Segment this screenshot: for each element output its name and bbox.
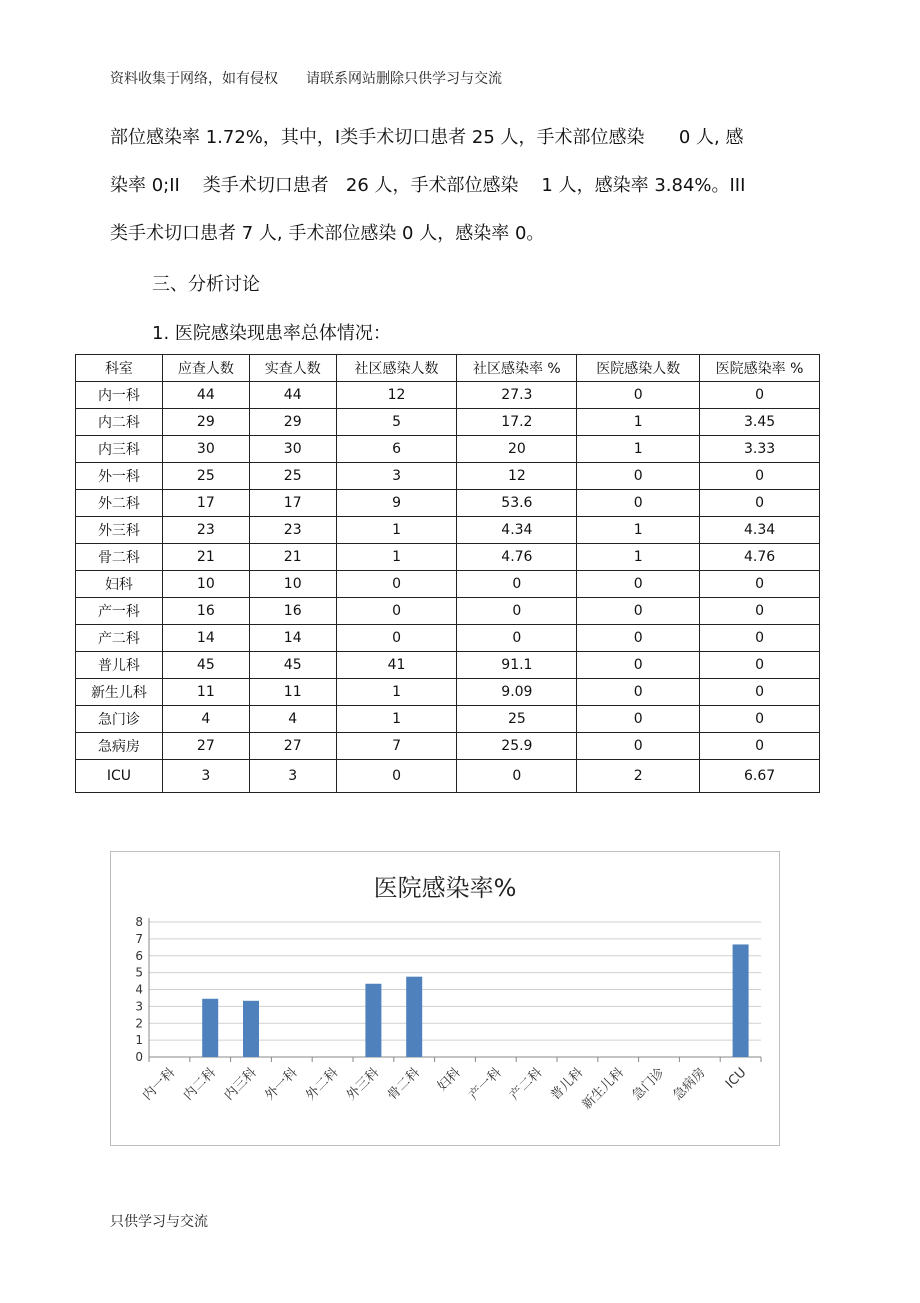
table-cell: 20 xyxy=(457,436,577,463)
y-tick-label: 0 xyxy=(135,1050,143,1064)
x-tick-label: 内三科 xyxy=(221,1065,260,1104)
table-cell: 10 xyxy=(162,571,249,598)
table-cell: 0 xyxy=(457,760,577,793)
x-tick-label: 内一科 xyxy=(140,1065,179,1104)
table-cell: 0 xyxy=(700,625,820,652)
table-row xyxy=(76,652,820,679)
table-cell: 25 xyxy=(162,463,249,490)
table-cell: 1 xyxy=(336,679,457,706)
bar xyxy=(202,999,218,1057)
table-cell: 0 xyxy=(577,625,700,652)
department-cell: 外二科 xyxy=(76,490,163,517)
table-cell: 45 xyxy=(249,652,336,679)
department-cell: 普儿科 xyxy=(76,652,163,679)
table-cell: 0 xyxy=(336,625,457,652)
department-cell: 内三科 xyxy=(76,436,163,463)
table-cell: 3 xyxy=(336,463,457,490)
y-tick-label: 4 xyxy=(135,982,143,997)
table-row xyxy=(76,706,820,733)
paragraph-line-1: 部位感染率 1.72%，其中，Ⅰ类手术切口患者 25 人，手术部位感染 0 人, 感 xyxy=(110,127,744,148)
table-cell: 91.1 xyxy=(457,652,577,679)
department-cell: 内一科 xyxy=(76,382,163,409)
table-cell: 30 xyxy=(249,436,336,463)
table-cell: 4.34 xyxy=(700,517,820,544)
bar-chart xyxy=(110,851,780,1146)
table-cell: 27 xyxy=(249,733,336,760)
table-cell: 1 xyxy=(577,409,700,436)
y-tick-label: 7 xyxy=(135,931,143,946)
table-header-cell: 科室 xyxy=(76,355,163,382)
table-cell: 17 xyxy=(249,490,336,517)
table-cell: 44 xyxy=(249,382,336,409)
x-tick-label: 急门诊 xyxy=(629,1065,668,1104)
y-tick-label: 6 xyxy=(135,948,143,963)
table-cell: 25 xyxy=(249,463,336,490)
table-cell: 0 xyxy=(700,679,820,706)
table-cell: 0 xyxy=(577,571,700,598)
table-cell: 1 xyxy=(577,544,700,571)
y-tick-label: 8 xyxy=(135,915,143,929)
table-cell: 4.34 xyxy=(457,517,577,544)
table-cell: 2 xyxy=(577,760,700,793)
table-cell: 6.67 xyxy=(700,760,820,793)
table-cell: 0 xyxy=(700,463,820,490)
table-cell: 25.9 xyxy=(457,733,577,760)
table-cell: 4 xyxy=(162,706,249,733)
table-header-row xyxy=(76,355,820,382)
paragraph-line-2: 染率 0;II 类手术切口患者 26 人，手术部位感染 1 人，感染率 3.84%。III xyxy=(110,175,746,196)
x-tick-label: 产二科 xyxy=(507,1065,546,1104)
x-tick-label: 妇科 xyxy=(434,1065,464,1095)
table-cell: 10 xyxy=(249,571,336,598)
chart-svg xyxy=(111,852,779,1145)
table-cell: 11 xyxy=(249,679,336,706)
table-cell: 0 xyxy=(577,463,700,490)
bar xyxy=(733,944,749,1057)
table-header-cell: 医院感染人数 xyxy=(577,355,700,382)
x-tick-label: 产一科 xyxy=(466,1065,505,1104)
table-cell: 27 xyxy=(162,733,249,760)
table-cell: 0 xyxy=(457,625,577,652)
infection-table xyxy=(75,354,820,793)
table-cell: 0 xyxy=(700,490,820,517)
table-cell: 11 xyxy=(162,679,249,706)
department-cell: 外一科 xyxy=(76,463,163,490)
y-tick-label: 2 xyxy=(135,1016,143,1031)
table-row xyxy=(76,517,820,544)
header-right: 请联系网站删除只供学习与交流 xyxy=(306,71,502,87)
table-cell: 3.45 xyxy=(700,409,820,436)
table-cell: 16 xyxy=(162,598,249,625)
table-cell: 0 xyxy=(336,571,457,598)
department-cell: 新生儿科 xyxy=(76,679,163,706)
x-tick-label: ICU xyxy=(722,1065,750,1092)
table-cell: 3 xyxy=(162,760,249,793)
table-cell: 17 xyxy=(162,490,249,517)
table-cell: 0 xyxy=(577,490,700,517)
department-cell: 急门诊 xyxy=(76,706,163,733)
table-cell: 1 xyxy=(336,517,457,544)
table-cell: 5 xyxy=(336,409,457,436)
table-cell: 27.3 xyxy=(457,382,577,409)
table-row xyxy=(76,598,820,625)
table-cell: 0 xyxy=(577,706,700,733)
table-cell: 29 xyxy=(162,409,249,436)
table-cell: 29 xyxy=(249,409,336,436)
table-cell: 7 xyxy=(336,733,457,760)
table-cell: 9 xyxy=(336,490,457,517)
x-tick-label: 骨二科 xyxy=(384,1065,424,1104)
table-header-cell: 应查人数 xyxy=(162,355,249,382)
table-cell: 0 xyxy=(700,598,820,625)
table-cell: 0 xyxy=(700,382,820,409)
table-cell: 44 xyxy=(162,382,249,409)
table-cell: 14 xyxy=(249,625,336,652)
table-cell: 0 xyxy=(577,382,700,409)
department-cell: 产一科 xyxy=(76,598,163,625)
table-cell: 0 xyxy=(700,652,820,679)
table-cell: 25 xyxy=(457,706,577,733)
table-row xyxy=(76,733,820,760)
table-header-cell: 医院感染率 % xyxy=(700,355,820,382)
table-cell: 23 xyxy=(249,517,336,544)
table-cell: 41 xyxy=(336,652,457,679)
x-tick-label: 普儿科 xyxy=(548,1065,587,1104)
bar xyxy=(406,977,422,1057)
table-row xyxy=(76,544,820,571)
table-cell: 0 xyxy=(457,571,577,598)
department-cell: 妇科 xyxy=(76,571,163,598)
table-header-cell: 社区感染人数 xyxy=(336,355,457,382)
table-cell: 21 xyxy=(249,544,336,571)
table-cell: 14 xyxy=(162,625,249,652)
table-cell: 0 xyxy=(577,652,700,679)
table-cell: 0 xyxy=(577,733,700,760)
table-cell: 9.09 xyxy=(457,679,577,706)
table-cell: 3.33 xyxy=(700,436,820,463)
table-row xyxy=(76,382,820,409)
table-cell: 0 xyxy=(577,679,700,706)
table-cell: 6 xyxy=(336,436,457,463)
y-tick-label: 5 xyxy=(135,965,143,980)
table-cell: 1 xyxy=(577,517,700,544)
table-cell: 0 xyxy=(336,598,457,625)
bar xyxy=(243,1001,259,1057)
department-cell: ICU xyxy=(76,760,163,793)
table-cell: 0 xyxy=(700,571,820,598)
table-cell: 3 xyxy=(249,760,336,793)
table-cell: 4.76 xyxy=(700,544,820,571)
bar xyxy=(365,984,381,1057)
table-cell: 0 xyxy=(457,598,577,625)
table-cell: 17.2 xyxy=(457,409,577,436)
table-row xyxy=(76,625,820,652)
table-header-cell: 实查人数 xyxy=(249,355,336,382)
page-footer: 只供学习与交流 xyxy=(110,1214,208,1230)
table-cell: 1 xyxy=(577,436,700,463)
department-cell: 内二科 xyxy=(76,409,163,436)
department-cell: 骨二科 xyxy=(76,544,163,571)
table-cell: 1 xyxy=(336,706,457,733)
table-row xyxy=(76,436,820,463)
table-cell: 30 xyxy=(162,436,249,463)
department-cell: 外三科 xyxy=(76,517,163,544)
table-cell: 1 xyxy=(336,544,457,571)
table-cell: 45 xyxy=(162,652,249,679)
table-cell: 53.6 xyxy=(457,490,577,517)
table-row xyxy=(76,409,820,436)
department-cell: 产二科 xyxy=(76,625,163,652)
x-tick-label: 新生儿科 xyxy=(579,1065,628,1113)
x-tick-label: 外一科 xyxy=(262,1065,301,1104)
header-left: 资料收集于网络，如有侵权 xyxy=(110,71,278,87)
table-row xyxy=(76,760,820,793)
chart-title: 医院感染率% xyxy=(373,874,517,902)
table-cell: 0 xyxy=(700,706,820,733)
y-tick-label: 3 xyxy=(135,999,143,1014)
table-cell: 0 xyxy=(700,733,820,760)
table-cell: 4.76 xyxy=(457,544,577,571)
table-row xyxy=(76,679,820,706)
table-header-cell: 社区感染率 % xyxy=(457,355,577,382)
table-cell: 4 xyxy=(249,706,336,733)
paragraph-line-3: 类手术切口患者 7 人, 手术部位感染 0 人，感染率 0。 xyxy=(110,223,545,244)
table-cell: 0 xyxy=(577,598,700,625)
y-tick-label: 1 xyxy=(135,1033,143,1048)
table-cell: 21 xyxy=(162,544,249,571)
page-header xyxy=(110,68,502,88)
table-cell: 16 xyxy=(249,598,336,625)
table-cell: 0 xyxy=(336,760,457,793)
subheading: 1. 医院感染现患率总体情况： xyxy=(152,323,391,344)
x-tick-label: 外二科 xyxy=(303,1065,342,1104)
table-row xyxy=(76,463,820,490)
x-tick-label: 外三科 xyxy=(344,1065,383,1104)
table-row xyxy=(76,571,820,598)
table-cell: 12 xyxy=(336,382,457,409)
table-cell: 12 xyxy=(457,463,577,490)
x-tick-label: 急病房 xyxy=(670,1065,709,1104)
x-tick-label: 内二科 xyxy=(180,1065,220,1104)
table-row xyxy=(76,490,820,517)
section-heading: 三、分析讨论 xyxy=(152,274,260,295)
table-cell: 23 xyxy=(162,517,249,544)
department-cell: 急病房 xyxy=(76,733,163,760)
